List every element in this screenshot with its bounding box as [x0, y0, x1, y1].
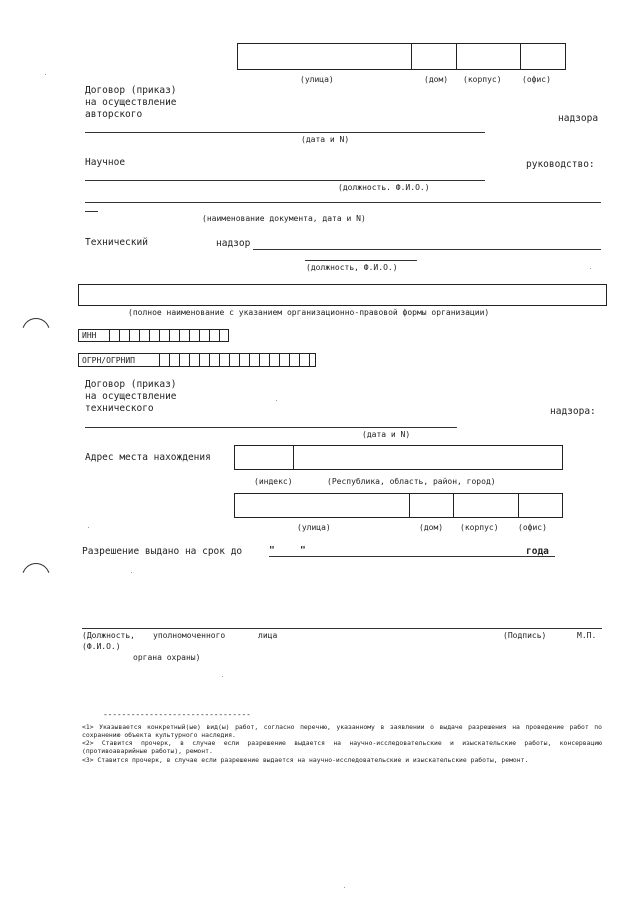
location-index-caption: (индекс) [254, 477, 293, 486]
hole-punch-mark-bottom [22, 563, 50, 591]
permit-date-line[interactable] [269, 556, 555, 557]
location-office-caption: (офис) [518, 523, 547, 532]
author-contract-right: надзора [558, 113, 599, 124]
scan-speck [276, 400, 277, 401]
location-house-caption: (дом) [419, 523, 444, 532]
scan-speck [88, 527, 89, 528]
scan-speck [131, 572, 132, 573]
inn-label: ИНН [82, 331, 97, 340]
signature-position-line1: (Должность, [82, 631, 135, 640]
technical-position-caption: (должность, Ф.И.О.) [306, 263, 398, 272]
signature-position-line3: лица [258, 631, 278, 640]
scan-speck [344, 887, 345, 888]
scan-speck [222, 676, 223, 677]
author-contract-line[interactable] [85, 132, 485, 133]
permit-year-word: года [526, 546, 549, 557]
author-contract-line3: авторского [85, 109, 143, 120]
technical-supervision-line[interactable] [253, 249, 601, 250]
technical-contract-line1: Договор (приказ) [85, 379, 177, 390]
signature-sign-caption: (Подпись) [503, 631, 547, 640]
scan-speck [590, 268, 591, 269]
signature-fio: (Ф.И.О.) [82, 642, 121, 651]
scientific-position-caption: (должность. Ф.И.О.) [338, 183, 430, 192]
location-label: Адрес места нахождения [85, 452, 211, 463]
location-region-caption: (Республика, область, район, город) [327, 477, 496, 486]
organization-caption: (полное наименование с указанием организационно-правовой формы организации) [128, 308, 490, 317]
inn-box[interactable] [78, 329, 229, 342]
technical-supervision: надзор [216, 238, 251, 249]
hole-punch-mark-top [22, 318, 50, 346]
organization-name-box[interactable] [78, 284, 607, 306]
location-street-caption: (улица) [297, 523, 331, 532]
author-contract-line1: Договор (приказ) [85, 85, 177, 96]
permit-quote-open: " [269, 545, 275, 556]
top-building-caption: (корпус) [463, 75, 502, 84]
scientific-document-line[interactable] [85, 202, 601, 203]
author-date-caption: (дата и N) [301, 135, 350, 144]
scientific-right: руководство: [526, 159, 595, 170]
scientific-document-caption: (наименование документа, дата и N) [202, 214, 366, 223]
ogrn-box[interactable] [78, 353, 316, 367]
permit-issued-text: Разрешение выдано на срок до [82, 546, 243, 557]
technical-contract-line[interactable] [85, 427, 457, 428]
signature-position-line2: уполномоченного [153, 631, 226, 640]
technical-contract-line3: технического [85, 403, 154, 414]
scientific-document-line-short [85, 211, 98, 212]
signature-stamp: М.П. [577, 631, 597, 640]
technical-contract-right: надзора: [550, 406, 596, 417]
top-street-caption: (улица) [300, 75, 334, 84]
top-house-caption: (дом) [424, 75, 449, 84]
technical-position-line[interactable] [305, 260, 417, 261]
scan-speck [45, 74, 46, 75]
permit-quote-close: " [300, 545, 306, 556]
top-address-box[interactable] [237, 43, 566, 70]
technical-contract-line2: на осуществление [85, 391, 177, 402]
technical-contract-date-caption: (дата и N) [362, 430, 411, 439]
ogrn-label: ОГРН/ОГРНИП [82, 356, 135, 365]
location-building-caption: (корпус) [460, 523, 499, 532]
scientific-label: Научное [85, 157, 126, 168]
location-region-box[interactable] [234, 445, 563, 470]
scientific-position-line[interactable] [85, 180, 485, 181]
top-office-caption: (офис) [522, 75, 551, 84]
location-street-box[interactable] [234, 493, 563, 518]
signature-top-line [82, 628, 602, 629]
footnote-1: <1> Указывается конкретный(ые) вид(ы) работ, согласно перечню, указанному в заявлении о выдаче разрешения на проведение работ по сохранению объекта культурного наследия. [82, 723, 602, 739]
signature-authority: органа охраны) [133, 653, 201, 662]
footnote-2: <2> Ставится прочерк, в случае если разрешение выдается на научно-исследовательские и изыскательские работы, консервацию (противоаварийные работы), ремонт. [82, 739, 602, 755]
technical-label: Технический [85, 237, 148, 248]
footnote-3: <3> Ставится прочерк, в случае если разрешение выдается на научно-исследовательские и изыскательские работы, ремонт. [82, 756, 529, 764]
author-contract-line2: на осуществление [85, 97, 177, 108]
footnote-rule: -------------------------------- [103, 710, 251, 719]
